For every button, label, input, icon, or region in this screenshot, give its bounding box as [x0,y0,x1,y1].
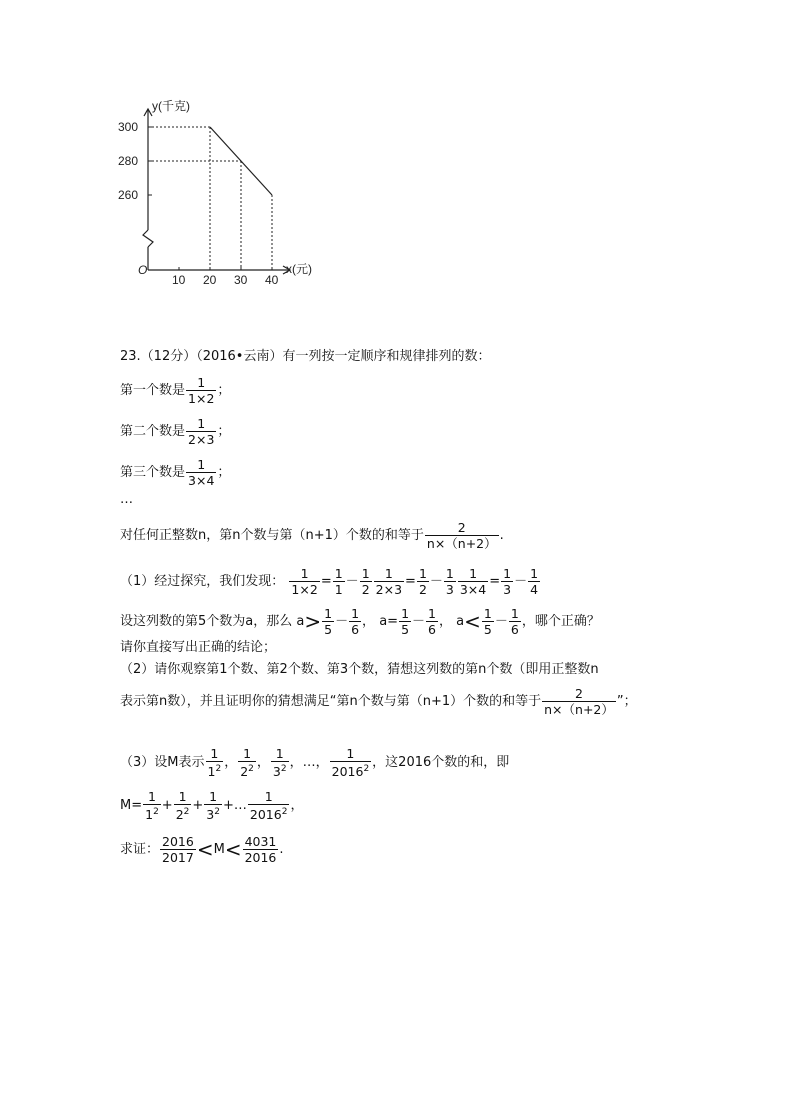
numerator: 1 [264,789,273,804]
comma: ， [439,614,453,629]
base: 2016 [331,764,364,780]
comma: ， [224,755,238,771]
numerator: 1 [384,566,393,581]
frac-1-over-2 [360,566,372,597]
y-tick-label: 300 [118,120,139,134]
numerator: 1 [243,746,252,761]
base: 2016 [249,807,282,823]
denominator: 3 [445,582,454,597]
y-axis-label: y(千克) [152,99,190,113]
denominator [248,804,290,822]
numerator: 1 [334,566,343,581]
frac-1-over-5 [322,606,334,637]
frac-1-over-2x3 [374,566,404,597]
numerator: 1 [346,746,355,761]
ellipsis-line: … [120,492,133,507]
item-3-prefix: 第三个数是 [120,465,186,480]
term-1 [143,789,161,822]
denominator: 5 [483,622,492,637]
denominator: 2 [361,582,370,597]
frac-1-over-6 [349,606,361,637]
numerator: 1 [147,789,156,804]
denominator [204,804,222,822]
part-1-ask: 请你直接写出正确的结论； [120,640,277,655]
denominator: 6 [351,622,360,637]
base: 1 [145,807,154,823]
frac-1-over-3b [501,566,513,597]
part-1-question [120,606,600,637]
denominator [271,761,289,779]
minus: － [514,574,528,589]
denominator [174,804,192,822]
item-3-fraction [186,457,216,488]
numerator: 4031 [244,834,277,849]
numerator: 1 [324,606,333,621]
comma: ， [256,755,270,771]
exponent: 2 [280,764,287,774]
frac-1-over-3sq [271,746,289,779]
var-m: M [213,842,225,857]
numerator: 2 [457,520,466,535]
plus: + [161,798,173,814]
semicolon: ； [217,465,231,480]
numerator: 1 [401,606,410,621]
denominator: 2×3 [375,582,403,597]
part-1-prefix: （1）经过探究，我们发现： [120,574,285,589]
plus: + [192,798,204,814]
numerator: 1 [197,416,206,431]
term-3 [204,789,222,822]
problem-header: 23.（12分）（2016•云南）有一列按一定顺序和规律排列的数： [120,349,491,364]
numerator: 1 [275,746,284,761]
var-a: a [379,614,388,629]
base: 3 [272,764,281,780]
part-2-suffix: ”； [616,694,637,709]
upper-bound [243,834,279,865]
minus: － [335,614,349,629]
item-2 [120,416,230,447]
exponent: 2 [281,807,288,817]
part-2-line-1: （2）请你观察第1个数、第2个数、第3个数，猜想这列数的第n个数（即用正整数n [120,662,599,677]
minus: － [494,614,508,629]
question-suffix: ，哪个正确？ [521,614,600,629]
denominator [330,761,372,779]
data-line-segment [210,127,272,195]
term-2 [174,789,192,822]
frac-1-over-3 [444,566,456,597]
var-a: a [296,614,305,629]
frac-1-over-5c [482,606,494,637]
frac-1-over-3x4 [458,566,488,597]
part-1-identity [120,566,541,597]
base: 3 [206,807,215,823]
numerator: 1 [530,566,539,581]
numerator: 1 [300,566,309,581]
frac-1-over-6c [509,606,521,637]
denominator: 2×3 [188,432,215,447]
minus: － [412,614,426,629]
item-1-fraction [186,375,216,406]
exponent: 2 [248,764,254,774]
item-1-prefix: 第一个数是 [120,383,186,398]
denominator [143,804,161,822]
numerator: 1 [197,457,206,472]
numerator: 1 [510,606,519,621]
minus: － [345,574,359,589]
m-equals: M= [120,798,143,814]
numerator: 1 [503,566,512,581]
denominator: 3 [503,582,512,597]
equals: = [405,574,416,589]
frac-1-over-2sq [238,746,256,779]
denominator: 1×2 [291,582,318,597]
frac-1-over-4 [528,566,540,597]
semicolon: ； [217,383,231,398]
denominator: 6 [510,622,519,637]
numerator: 1 [418,566,427,581]
origin-label: O [138,263,148,277]
equals: = [489,574,501,589]
numerator: 1 [209,789,218,804]
equals: = [387,614,399,629]
prove-label: 求证： [120,842,160,857]
x-tick-label: 10 [172,273,186,285]
part-3-suffix: ，这2016个数的和，即 [372,755,510,771]
numerator: 2 [575,686,583,701]
frac-1-over-5b [399,606,411,637]
base: 2 [240,764,249,780]
ellipsis: … [302,755,316,771]
base: 1 [207,764,216,780]
denominator: 4 [530,582,539,597]
denominator: 5 [324,622,333,637]
frac-1-over-1 [333,566,345,597]
item-3 [120,457,230,488]
numerator: 1 [445,566,454,581]
comma: ， [289,755,303,771]
part-3-m-definition [120,789,303,822]
weight-price-chart [110,95,340,285]
y-axis-break [143,230,153,247]
denominator: n×（n+2） [544,702,614,717]
greater-than: > [304,609,322,634]
exponent: 2 [214,807,220,817]
frac-1-over-6b [426,606,438,637]
denominator: 6 [428,622,436,637]
comma: ， [362,614,376,629]
period: . [279,842,284,857]
base: 2 [175,807,184,823]
frac-1-over-2016sq [330,746,372,779]
denominator: 1×2 [188,391,215,406]
part-3-prefix: （3）设M表示 [120,755,205,771]
comma: ， [290,798,304,814]
exponent: 2 [363,764,370,774]
frac-1-over-2b [417,566,429,597]
denominator: 3×4 [188,473,215,488]
less-than: < [224,837,242,862]
numerator: 1 [361,566,370,581]
part-2-prefix: 表示第n数），并且证明你的猜想满足“第n个数与第（n+1）个数的和等于 [120,694,542,709]
part-2-line-2 [120,686,637,717]
question-prefix: 设这列数的第5个数为a，那么 [120,614,293,629]
numerator: 1 [483,606,492,621]
exponent: 2 [215,764,222,774]
denominator: n×（n+2） [426,536,497,551]
plus-ellipsis: +… [222,798,247,814]
numerator: 1 [197,375,206,390]
denominator: 5 [401,622,410,637]
denominator: 3×4 [459,582,487,597]
item-2-fraction [186,416,216,447]
part-3-line-1 [120,746,509,779]
x-tick-label: 40 [265,273,279,285]
numerator: 1 [210,746,219,761]
less-than: < [196,837,214,862]
y-tick-label: 280 [118,154,139,168]
frac-1-over-1x2 [289,566,319,597]
semicolon: ； [217,424,231,439]
numerator: 1 [178,789,187,804]
minus: － [429,574,443,589]
item-2-prefix: 第二个数是 [120,424,186,439]
denominator: 2 [418,582,427,597]
denominator [206,761,224,779]
exponent: 2 [153,807,159,817]
lower-bound [160,834,196,865]
x-axis-label: x(元) [286,262,312,276]
x-tick-label: 20 [203,273,217,285]
x-tick-label: 30 [234,273,248,285]
numerator: 2016 [162,834,194,849]
comma: ， [315,755,329,771]
denominator: 1 [334,582,343,597]
var-a: a [456,614,465,629]
frac-1-over-1sq [206,746,224,779]
less-than: < [464,609,481,634]
denominator: 2017 [162,850,194,865]
part-3-prove [120,834,284,865]
denominator [238,761,256,779]
sum-rule-fraction [425,520,499,551]
item-1 [120,375,230,406]
sum-rule [120,520,504,551]
sum-rule-prefix: 对任何正整数n，第n个数与第（n+1）个数的和等于 [120,528,424,543]
exponent: 2 [183,807,190,817]
numerator: 1 [428,606,436,621]
period: . [499,528,504,543]
y-tick-label: 260 [118,188,139,202]
equals: = [320,574,332,589]
denominator: 2016 [244,850,277,865]
numerator: 1 [469,566,478,581]
term-2016 [248,789,290,822]
part-2-fraction [542,686,616,717]
numerator: 1 [351,606,360,621]
